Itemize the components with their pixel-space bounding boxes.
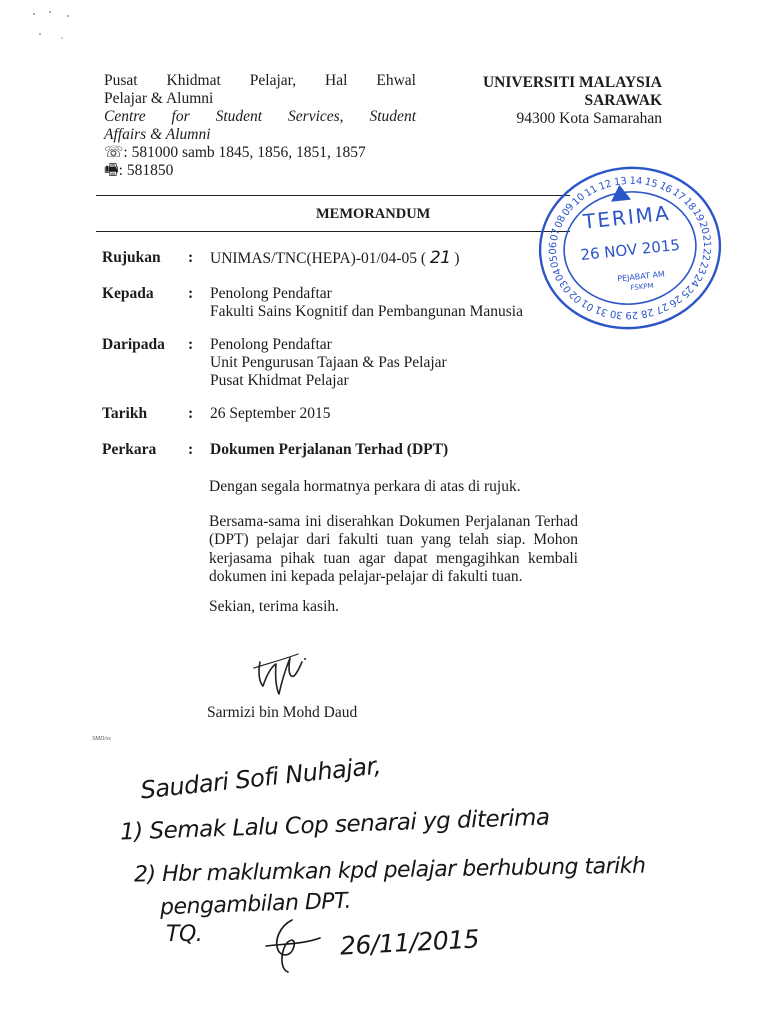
- rujukan-text: UNIMAS/TNC(HEPA)-01/04-05 (: [210, 250, 426, 267]
- stamp-day-number: 07: [548, 227, 563, 243]
- stamp-day-number: 04: [551, 266, 567, 283]
- fax-number: : 581850: [118, 162, 174, 179]
- stamp-day-number: 17: [669, 186, 687, 204]
- university-name-line1: UNIVERSITI MALAYSIA: [482, 74, 662, 91]
- phone-line: [104, 144, 416, 162]
- tarikh-colon: :: [188, 405, 194, 422]
- kepada-line1: Penolong Pendaftar: [210, 285, 332, 302]
- stamp-day-number: 19: [689, 207, 706, 224]
- university-name-line2: SARAWAK: [584, 92, 662, 109]
- stamp-day-number: 21: [700, 234, 713, 248]
- stamp-day-number: 03: [558, 277, 575, 295]
- perkara-value: Dokumen Perjalanan Terhad (DPT): [210, 441, 449, 458]
- stamp-day-number: 12: [597, 178, 614, 193]
- stamp-day-number: 09: [560, 201, 577, 219]
- stamp-day-number: 28: [639, 305, 655, 320]
- rujukan-colon: :: [188, 249, 194, 266]
- stamp-day-number: 23: [694, 260, 710, 276]
- kepada-value: [210, 285, 523, 321]
- stamp-day-number: 29: [625, 308, 639, 321]
- top-rule: [96, 195, 570, 196]
- kepada-label: Kepada: [102, 285, 154, 302]
- handwritten-line-5: TQ.: [166, 922, 203, 947]
- signer-name: Sarmizi bin Mohd Daud: [207, 704, 358, 721]
- received-stamp: [530, 160, 730, 335]
- body-paragraph-1: Dengan segala hormatnya perkara di atas di rujuk.: [209, 478, 521, 495]
- stamp-day-number: 30: [609, 307, 624, 321]
- tarikh-value: 26 September 2015: [210, 405, 331, 422]
- signature-image: [246, 644, 316, 700]
- stamp-day-number: 05: [548, 254, 562, 269]
- stamp-day-number: 15: [643, 176, 659, 191]
- handwritten-date: 26/11/2015: [339, 924, 480, 961]
- university-block: [440, 74, 662, 128]
- stamp-day-number: 25: [678, 282, 695, 300]
- stamp-day-number: 08: [553, 213, 569, 230]
- stamp-day-number: 06: [547, 241, 560, 255]
- daripada-line2: Unit Pengurusan Tajaan & Pas Pelajar: [210, 354, 447, 371]
- stamp-date: 26 NOV 2015: [579, 235, 681, 265]
- handwritten-signature: [258, 916, 328, 976]
- handwritten-line-4: pengambilan DPT.: [159, 888, 352, 921]
- tarikh-label: Tarikh: [102, 405, 148, 422]
- stamp-day-number: 01: [579, 296, 597, 313]
- department-name-en-line2: Affairs & Alumni: [104, 126, 211, 143]
- perkara-label: Perkara: [102, 441, 157, 458]
- university-address: 94300 Kota Samarahan: [516, 110, 662, 127]
- scan-specks: [28, 8, 88, 48]
- handwritten-line-3: 2) Hbr maklumkan kpd pelajar berhubung tarikh: [133, 853, 646, 888]
- body-paragraph-2: Bersama-sama ini diserahkan Dokumen Perjalanan Terhad (DPT) pelajar dari fakulti tuan yang telah siap. Mohon kerjasama pihak tuan agar dapat mengagihkan kembali dokumen ini kepada pelajar-pelajar di fakulti tuan.: [209, 513, 578, 585]
- kepada-line2: Fakulti Sains Kognitif dan Pembangunan Manusia: [210, 303, 523, 320]
- department-name-line1: Pusat Khidmat Pelajar, Hal Ehwal: [104, 72, 416, 89]
- fax-line: [104, 162, 416, 180]
- daripada-line3: Pusat Khidmat Pelajar: [210, 372, 349, 389]
- rujukan-hand-number: 21: [429, 248, 451, 268]
- department-block: [104, 72, 416, 180]
- department-name-line2: Pelajar & Alumni: [104, 90, 214, 107]
- stamp-day-number: 14: [629, 175, 643, 188]
- handwritten-line-2: 1) Semak Lalu Cop senarai yg diterima: [119, 804, 550, 846]
- kepada-colon: :: [188, 285, 194, 302]
- rujukan-value: [210, 249, 460, 268]
- stamp-day-number: 02: [567, 287, 585, 305]
- stamp-day-number: 18: [681, 196, 698, 213]
- stamp-word: TERIMA: [581, 200, 672, 234]
- stamp-day-number: 31: [593, 303, 610, 318]
- stamp-day-number: 24: [687, 271, 704, 289]
- stamp-day-number: 27: [653, 300, 670, 316]
- stamp-day-number: 13: [613, 175, 628, 189]
- reference-initials: SMD/ss: [92, 736, 111, 742]
- stamp-day-number: 26: [666, 292, 684, 309]
- stamp-day-number: 10: [570, 191, 588, 209]
- stamp-day-number: 11: [583, 183, 600, 200]
- rujukan-close: ): [454, 250, 460, 267]
- daripada-value: [210, 336, 447, 390]
- fax-icon: 🖷: [104, 162, 119, 179]
- stamp-day-number: 16: [657, 180, 674, 196]
- daripada-label: Daripada: [102, 336, 165, 353]
- daripada-line1: Penolong Pendaftar: [210, 336, 332, 353]
- daripada-colon: :: [188, 336, 194, 353]
- memo-title: MEMORANDUM: [316, 206, 431, 222]
- handwritten-line-1: Saudari Sofi Nuhajar,: [139, 751, 382, 805]
- rujukan-label: Rujukan: [102, 249, 161, 266]
- stamp-office-line1: PEJABAT AM: [616, 269, 666, 284]
- field-daripada: [102, 336, 662, 392]
- body-paragraph-3: Sekian, terima kasih.: [209, 598, 339, 615]
- perkara-colon: :: [188, 441, 194, 458]
- stamp-day-number: 20: [696, 220, 711, 236]
- stamp-day-number: 22: [699, 247, 712, 262]
- stamp-office-line2: FSKPM: [630, 281, 655, 293]
- phone-icon: ☏: [104, 144, 124, 161]
- department-name-en-line1: Centre for Student Services, Student: [104, 108, 416, 125]
- phone-numbers: : 581000 samb 1845, 1856, 1851, 1857: [123, 144, 366, 161]
- title-rule: [96, 231, 570, 232]
